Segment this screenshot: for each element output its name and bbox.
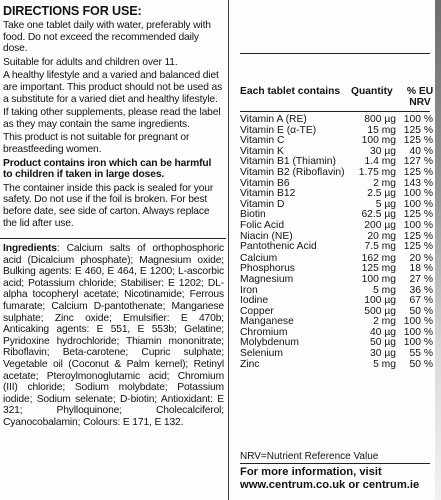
nutrient-nrv-percent: 125 %	[403, 230, 433, 242]
nutrient-quantity: 500 µg	[364, 305, 396, 317]
table-row	[240, 263, 435, 274]
nutrient-name: Vitamin D	[240, 198, 285, 210]
directions-paragraph-pregnancy: This product is not suitable for pregnant or breastfeeding women.	[3, 132, 190, 155]
nutrient-nrv-percent: 20 %	[409, 252, 433, 264]
nutrient-quantity: 2 mg	[373, 177, 396, 189]
nutrient-name: Pantothenic Acid	[240, 241, 317, 253]
nutrient-name: Biotin	[240, 209, 266, 221]
nutrient-quantity: 125 mg	[361, 263, 396, 275]
nutrient-nrv-percent: 100 %	[403, 219, 433, 231]
left-column	[0, 4, 226, 429]
table-row	[240, 199, 435, 210]
column-divider	[228, 0, 229, 500]
nutrient-nrv-percent: 27 %	[409, 273, 433, 285]
nutrient-nrv-percent: 40 %	[409, 145, 433, 157]
table-row	[240, 348, 435, 359]
nutrient-nrv-percent: 100 %	[403, 198, 433, 210]
nutrient-nrv-percent: 125 %	[403, 209, 433, 221]
table-row	[240, 337, 435, 348]
more-info-divider	[240, 463, 430, 464]
nutrient-quantity: 5 mg	[373, 358, 396, 370]
more-info-line: For more information, visit	[240, 466, 382, 478]
nutrient-nrv-percent: 125 %	[403, 241, 433, 253]
nutrient-nrv-percent: 125 %	[403, 166, 433, 178]
nutrient-nrv-percent: 125 %	[403, 124, 433, 136]
nutrient-quantity: 50 µg	[370, 337, 396, 349]
nutrient-name: Vitamin B1 (Thiamin)	[240, 156, 336, 168]
directions-paragraph-supplements: If taking other supplements, please read the label as they may contain the same ingredients.	[3, 107, 221, 130]
nutrient-quantity: 20 mg	[367, 230, 396, 242]
nutrient-quantity: 15 mg	[367, 124, 396, 136]
table-row	[240, 316, 435, 327]
nutrient-name: Magnesium	[240, 273, 294, 285]
ingredients-block	[0, 243, 226, 429]
nutrient-nrv-percent: 127 %	[403, 156, 433, 168]
seal-note: The container inside this pack is sealed for your safety. Do not use if the foil is broken. For best before date, see side of carton. Always replace the lid after use.	[3, 182, 214, 229]
table-row	[240, 178, 435, 189]
table-header-divider	[240, 111, 430, 112]
ingredients-text: : Calcium salts of orthophosphoric acid (Dicalcium phosphate); Magnesium oxide; Bulking agents: E 460, E 464, E 1200; L-ascorbic acid; Potassium chloride; Stabiliser: E 1202; DL-alpha tocopheryl acetate; Nicotinamide; Ferrous fumarate; Calcium D-pantothenate; Manganese sulphate; Zinc oxide; Emulsifier: E 470b; Anticaking agents: E 551, E 553b; Gelatine; Pyridoxine hydrochloride; Thiamin mononitrate; Riboflavin; Beta-carotene; Cupric sulphate; Vegetable oil (Coconut & Palm kernel); Retinyl acetate; Pteroylmonoglutamic acid; Chromium (III) chloride; Sodium molybdate; Potassium iodide; Sodium selenate; D-biotin; Antioxidant: E 321; Phylloquinone; Cholecalciferol; Cyanocobalamin; Colours: E 171, E 132.	[3, 243, 224, 428]
nutrient-name: Manganese	[240, 316, 294, 328]
nutrient-nrv-percent: 50 %	[409, 305, 433, 317]
nutrient-nrv-percent: 100 %	[403, 316, 433, 328]
nutrient-name: Vitamin C	[240, 135, 285, 147]
nutrient-nrv-percent: 143 %	[403, 177, 433, 189]
nutrition-table-rows	[240, 114, 435, 369]
nutrient-name: Molybdenum	[240, 337, 299, 349]
website-link[interactable]: www.centrum.co.uk or centrum.ie	[240, 479, 420, 491]
table-row	[240, 285, 435, 296]
nutrient-name: Chromium	[240, 326, 288, 338]
table-row	[240, 253, 435, 264]
nutrient-name: Vitamin E (α-TE)	[240, 124, 317, 136]
nutrient-quantity: 100 µg	[364, 295, 396, 307]
nutrient-nrv-percent: 100 %	[403, 114, 433, 125]
header-each-tablet: Each tablet contains	[240, 86, 341, 97]
nutrient-quantity: 162 mg	[361, 252, 396, 264]
nutrient-quantity: 1.75 mg	[358, 166, 396, 178]
nutrient-nrv-percent: 50 %	[409, 358, 433, 370]
nutrient-quantity: 1.4 mg	[364, 156, 396, 168]
nutrient-quantity: 2.5 µg	[367, 188, 396, 200]
table-row	[240, 188, 435, 199]
header-quantity: Quantity	[351, 86, 393, 97]
directions-heading: DIRECTIONS FOR USE:	[3, 4, 142, 18]
nutrient-nrv-percent: 100 %	[403, 337, 433, 349]
table-row	[240, 220, 435, 231]
table-row	[240, 209, 435, 220]
table-row	[240, 327, 435, 338]
table-row	[240, 125, 435, 136]
nutrient-nrv-percent: 100 %	[403, 188, 433, 200]
directions-paragraph-lifestyle: A healthy lifestyle and a varied and balanced diet are important. This product should not be used as a substitute for a varied diet and healthy lifestyle.	[3, 70, 223, 105]
nutrient-name: Selenium	[240, 348, 283, 360]
nutrient-nrv-percent: 100 %	[403, 326, 433, 338]
header-nrv: % EU NRV	[406, 86, 434, 108]
nutrient-quantity: 100 mg	[361, 135, 396, 147]
nutrient-name: Iron	[240, 284, 258, 296]
table-row	[240, 156, 435, 167]
nutrient-nrv-percent: 67 %	[409, 295, 433, 307]
iron-warning: Product contains iron which can be harmful to children if taken in large doses.	[3, 157, 212, 181]
nutrient-quantity: 30 µg	[370, 348, 396, 360]
nutrient-name: Vitamin A (RE)	[240, 114, 307, 125]
nutrient-name: Copper	[240, 305, 274, 317]
table-row	[240, 146, 435, 157]
nutrient-nrv-percent: 36 %	[409, 284, 433, 296]
table-row	[240, 274, 435, 285]
nutrient-quantity: 5 µg	[375, 198, 396, 210]
nutrient-quantity: 5 mg	[373, 284, 396, 296]
table-row	[240, 295, 435, 306]
ingredients-label: Ingredients	[3, 243, 57, 255]
nutrient-quantity: 2 mg	[373, 316, 396, 328]
nutrient-name: Iodine	[240, 295, 269, 307]
nutrient-nrv-percent: 55 %	[409, 348, 433, 360]
nutrient-quantity: 800 µg	[364, 114, 396, 125]
table-row	[240, 241, 435, 252]
nutrient-quantity: 100 mg	[361, 273, 396, 285]
nutrient-name: Niacin (NE)	[240, 230, 293, 242]
directions-divider	[0, 238, 226, 239]
more-info-block	[240, 466, 438, 492]
directions-paragraph-dosage: Take one tablet daily with water, preferably with food. Do not exceed the recommended daily dose.	[3, 20, 211, 55]
nutrient-quantity: 30 µg	[370, 145, 396, 157]
table-row	[240, 231, 435, 242]
table-row	[240, 167, 435, 178]
table-row	[240, 114, 435, 125]
top-divider	[240, 53, 430, 54]
nutrient-name: Vitamin K	[240, 145, 284, 157]
carton-edge-stripe	[435, 0, 441, 500]
nutrient-name: Vitamin B12	[240, 188, 296, 200]
table-row	[240, 306, 435, 317]
nutrient-nrv-percent: 18 %	[409, 263, 433, 275]
directions-paragraph-suitability: Suitable for adults and children over 11.	[3, 56, 178, 68]
nutrient-quantity: 62.5 µg	[361, 209, 396, 221]
nutrient-nrv-percent: 125 %	[403, 135, 433, 147]
table-row	[240, 359, 435, 370]
nutrient-name: Vitamin B6	[240, 177, 290, 189]
nrv-footnote: NRV=Nutrient Reference Value	[240, 451, 379, 462]
nutrient-name: Zinc	[240, 358, 260, 370]
table-row	[240, 135, 435, 146]
nutrient-quantity: 7.5 mg	[364, 241, 396, 253]
nutrient-name: Phosphorus	[240, 263, 295, 275]
nutrient-quantity: 200 µg	[364, 219, 396, 231]
nutrient-name: Vitamin B2 (Riboflavin)	[240, 166, 345, 178]
nutrient-quantity: 40 µg	[370, 326, 396, 338]
nutrient-name: Calcium	[240, 252, 278, 264]
nutrient-name: Folic Acid	[240, 219, 285, 231]
